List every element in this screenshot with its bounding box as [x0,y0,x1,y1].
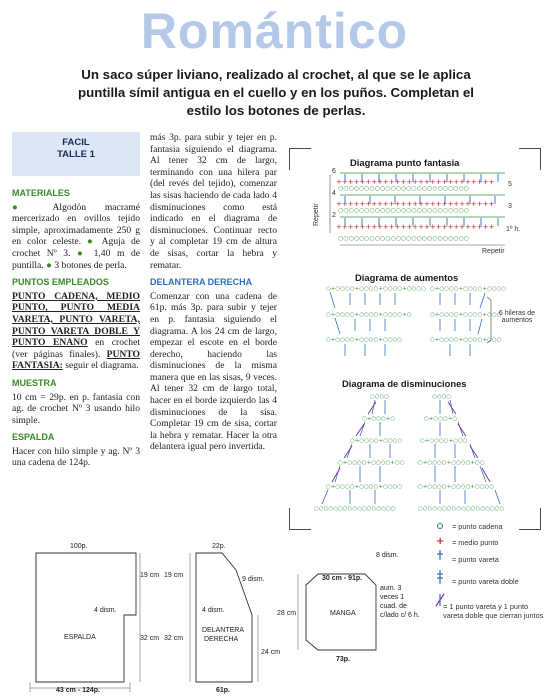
svg-text:○○○○: ○○○○ [432,394,452,400]
svg-text:○+○○○○+○○○○+○○○: ○+○○○○+○○○○+○○○ [430,337,502,343]
espalda-dism-label: 4 dism. [94,607,117,614]
legend-item [432,552,547,566]
legend-label: = punto vareta doble [452,576,519,586]
manga-dism-label: 8 dism. [376,552,399,559]
legend-label: = medio punto [452,537,499,547]
materiales-item: 3 botones de perla. [54,259,127,271]
fantasia-chart [330,173,505,245]
bullet-icon: ● [77,247,88,259]
svg-text:○○○○○○○○○○○○○○○○○: ○○○○○○○○○○○○○○○○○ [314,506,396,512]
legend-label: = punto vareta [452,554,499,564]
svg-text:○○○○○○○○○○○○○○○○○○○○○○○○○: ○○○○○○○○○○○○○○○○○○○○○○○○○ [338,185,469,192]
espalda-outline [36,553,136,682]
row-number: 2 [332,212,336,219]
svg-text:○+○○○+○: ○+○○○+○ [424,416,458,422]
puntos-ref: en crochet (ver páginas finales). [12,337,141,360]
svg-text:○+○○○○+○○○○+○○: ○+○○○○+○○○○+○○ [338,460,405,466]
espalda-heading: ESPALDA [12,432,55,443]
svg-text:○+○○○○+○○○○+○○○○: ○+○○○○+○○○○+○○○○ [418,484,495,490]
svg-text:○+○○○○+○○○○+○○○○+○○○○: ○+○○○○+○○○○+○○○○+○○○○ [326,286,427,292]
espalda-bottom-label: 43 cm - 124p. [56,687,100,694]
puntos-list: PUNTO CADENA, MEDIO PUNTO, PUNTO MEDIA VARETA, PUNTO VARETA, PUNTO VARETA DOBLE Y PUNTO ENANO [12,290,140,349]
svg-text:○+○○○○+○○○○+○○○○+○: ○+○○○○+○○○○+○○○○+○ [326,312,412,318]
svg-text:○+○○○○+○○○○+○○: ○+○○○○+○○○○+○○ [418,460,485,466]
aumentos-note: 6 hileras de aumentos [498,310,536,324]
materiales-item: Aguja de crochet Nº 3. [12,236,141,259]
schematic-outlines [36,553,376,682]
stitch-legend [432,520,547,630]
delantera-escote-label: 9 dism. [242,576,265,583]
muestra-heading: MUESTRA [12,377,57,388]
repetir-label-bottom: Repetir [482,248,505,255]
svg-text:○+○○○+○: ○+○○○+○ [362,416,396,422]
svg-text:○○○○: ○○○○ [370,394,390,400]
svg-text:+++++++++++++++++++++++++++: +++++++++++++++++++++++++++ [336,178,495,186]
svg-text:○+○○○○+○○○○: ○+○○○○+○○○○ [350,438,403,444]
punto-fantasia-text: seguir el diagrama. [65,360,139,372]
legend-item [432,520,547,532]
bullet-icon: ● [86,236,97,248]
espalda-largo-label: 32 cm [140,635,160,642]
svg-text:+++++++++++++++++++++++++++: +++++++++++++++++++++++++++ [336,223,495,231]
delantera-outline [196,553,252,682]
aumentos-chart [326,286,506,356]
manga-top-label: 30 cm - 91p. [322,575,363,582]
svg-text:○+○○○○+○○○: ○+○○○○+○○○ [420,438,468,444]
delantera-name-2: DERECHA [204,636,239,643]
disminuciones-chart [314,394,505,512]
svg-text:○+○○○○+○○○○+○○○○: ○+○○○○+○○○○+○○○○ [326,484,403,490]
row-number: 6 [332,168,336,175]
row-number: 1º h. [506,226,521,233]
espalda-name: ESPALDA [64,634,96,641]
delantera-largo-label: 32 cm [164,635,184,642]
manga-aum-label: aum. 3 veces 1 cuad. de c/lado c/ 6 h. [380,585,420,619]
diagram-fantasia-title: Diagrama punto fantasia [350,157,460,168]
delantera-heading: DELANTERA DERECHA [150,277,253,288]
delantera-sisa-label: 19 cm [164,572,184,579]
espalda-continued-text: más 3p. para subir y tejer en p. fantasia siguiendo el diagrama. Al tener 32 cm de largo, terminando con una hilera par (del revés del tejido), comenzar las sisas haciendo de cada lado 4 disminuciones como está indicado en el diagrama de disminuciones. Continuar recto y al completar 19 cm de altura de sisas, cortar la hebra y rematar. [150,132,277,271]
svg-text:○○○○○○○○○○○○○○○○○○○○○○○○○: ○○○○○○○○○○○○○○○○○○○○○○○○○ [338,235,469,242]
legend-item [432,536,547,548]
size-label: TALLE 1 [57,149,95,160]
espalda-text: Hacer con hilo simple y ag. Nº 3 una cadena de 124p. [12,445,140,469]
bullet-icon: ● [46,259,52,271]
medio-punto-symbol: + [436,536,445,547]
svg-text:○○○○○○○○○○○○○○○○○○: ○○○○○○○○○○○○○○○○○○ [418,506,505,512]
row-number: 4 [332,190,336,197]
svg-text:○+○○○○+○○○○+○○○○: ○+○○○○+○○○○+○○○○ [430,286,507,292]
legend-item [432,570,547,592]
delantera-escote-height-label: 24 cm [261,649,281,656]
materiales-heading: MATERIALES [12,188,70,198]
espalda-sisa-label: 19 cm [140,572,160,579]
manga-bottom-label: 73p. [336,656,351,663]
page-subtitle: Un saco súper liviano, realizado al crochet, al que se le aplica puntilla símil antigua en el cuello y en los puños. Completan el estilo los botones de perlas. [77,67,475,118]
svg-text:○+○○○○+○○○○+○○○○: ○+○○○○+○○○○+○○○○ [326,337,403,343]
delantera-dism-label: 4 dism. [202,607,225,614]
svg-text:○+○○○○+○○○○+○○○: ○+○○○○+○○○○+○○○ [430,312,502,318]
delantera-top-label: 22p. [212,543,226,550]
punto-fantasia-label: PUNTO FANTASIA: [12,348,140,372]
delantera-text: Comenzar con una cadena de 61p. más 3p. para subir y tejer en p. fantasia siguiendo el diagrama. A los 24 cm de largo, empezar el escote en el borde derecho, haciendo las disminuciones de la misma manera que en las sisas, 9 veces. Al tener 32 cm de largo total, hacer en el borde izquierdo las 4 disminuciones de la sisa. Completar 19 cm de sisa, cortar la hebra y rematar. Hacer la otra delantera igual pero invertida. [150,290,277,453]
difficulty-label: FACIL [62,137,90,148]
row-number: 3 [508,203,512,210]
repetir-label-left: Repetir [313,203,320,226]
muestra-text: 10 cm = 29p. en p. fantasia con ag. de crochet Nº 3 usando hilo simple. [12,391,140,426]
row-number: 5 [508,181,512,188]
legend-item [432,596,547,626]
manga-name: MANGA [330,610,356,617]
legend-label: = punto cadena [452,521,503,531]
materiales-item: 1,40 m de puntilla. [12,247,141,271]
diagram-disminuciones-title: Diagrama de disminuciones [342,378,467,389]
manga-side-label: 28 cm [277,610,297,617]
svg-text:○○○○○○○○○○○○○○○○○○○○○○○○○: ○○○○○○○○○○○○○○○○○○○○○○○○○ [338,207,469,214]
legend-label: = 1 punto vareta y 1 punto vareta doble que cierran juntos [443,602,544,620]
diagram-aumentos-title: Diagrama de aumentos [355,272,459,283]
bullet-icon: ● [12,201,35,213]
delantera-name-1: DELANTERA [202,627,245,634]
espalda-top-label: 100p. [70,543,88,550]
puntos-heading: PUNTOS EMPLEADOS [12,277,109,288]
materiales-item: Algodón macramé mercerizado en ovillos tejido simple, aproximadamente 250 g en color celeste. [12,201,140,248]
delantera-bottom-label: 61p. [216,687,231,694]
page-title: Romántico [140,3,409,59]
svg-text:+++++++++++++++++++++++++++: +++++++++++++++++++++++++++ [336,200,495,208]
